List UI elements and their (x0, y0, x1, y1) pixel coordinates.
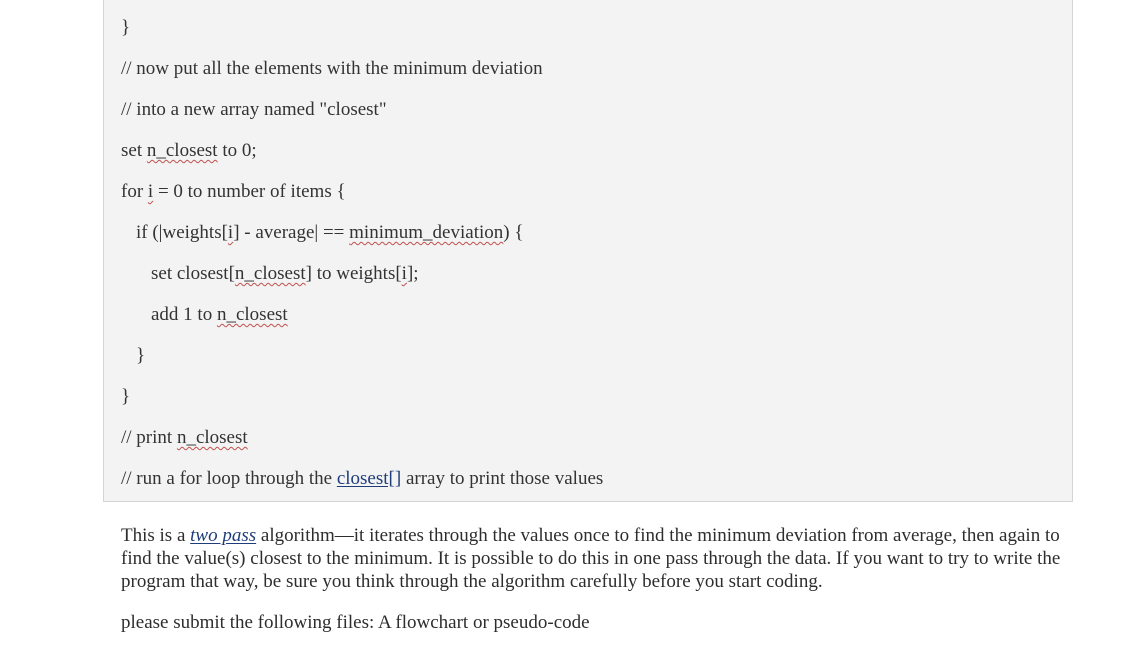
code-comment-line (121, 427, 248, 449)
code-text: } (121, 17, 131, 38)
code-comment-line (121, 99, 387, 121)
closest-array-link[interactable]: closest[] (336, 468, 402, 489)
code-variable: n_closest (216, 304, 288, 325)
code-text: for (121, 181, 148, 202)
code-variable: n_closest (234, 263, 306, 284)
code-variable: i (147, 181, 154, 202)
code-comment-line (121, 468, 603, 490)
paragraph-text: This is a (121, 525, 191, 546)
code-line-add-one (151, 304, 288, 326)
code-text: set closest[ (151, 263, 235, 284)
code-text: // print (121, 427, 177, 448)
code-text: ] to weights[ (305, 263, 402, 284)
code-text: add 1 to (151, 304, 217, 325)
code-variable: n_closest (176, 427, 248, 448)
code-line-closing-brace (121, 17, 130, 39)
code-variable: minimum_deviation (349, 222, 504, 243)
paragraph-text: algorithm—it iterates through the values once to find the minimum deviation from average, then again to find the value(s) closest to the minimum. It is possible to do this in one pass through the data. If you want to try to write the program that way, be sure you think through the algorithm carefully before you start coding. (121, 525, 1061, 592)
code-comment-line (121, 58, 543, 80)
code-line-for-loop (121, 181, 346, 203)
code-text: ) { (503, 222, 524, 243)
code-variable: n_closest (146, 140, 218, 161)
code-text: } (136, 345, 146, 366)
code-line-set-n-closest (121, 140, 257, 162)
description-paragraph (121, 524, 1066, 593)
two-pass-link[interactable]: two pass (190, 525, 257, 546)
code-text: if (|weights[ (136, 222, 228, 243)
code-text: ] - average| == (233, 222, 350, 243)
code-line-closing-brace (136, 345, 145, 367)
code-line-closing-brace (121, 386, 130, 408)
code-text: array to print those values (401, 468, 604, 489)
code-text: // into a new array named "closest" (121, 99, 387, 120)
code-text: = 0 to number of items { (153, 181, 346, 202)
code-text: } (121, 386, 131, 407)
paragraph-text: please submit the following files: A flowchart or pseudo-code (121, 612, 590, 633)
code-line-set-closest (151, 263, 419, 285)
code-text: // run a for loop through the (121, 468, 337, 489)
code-line-if-statement (136, 222, 523, 244)
code-text: // now put all the elements with the minimum deviation (121, 58, 543, 79)
submission-instructions (121, 611, 1066, 634)
code-text: to 0; (217, 140, 257, 161)
code-text: set (121, 140, 147, 161)
code-variable: i (227, 222, 234, 243)
code-variable: i (401, 263, 407, 284)
code-text: ]; (406, 263, 419, 284)
